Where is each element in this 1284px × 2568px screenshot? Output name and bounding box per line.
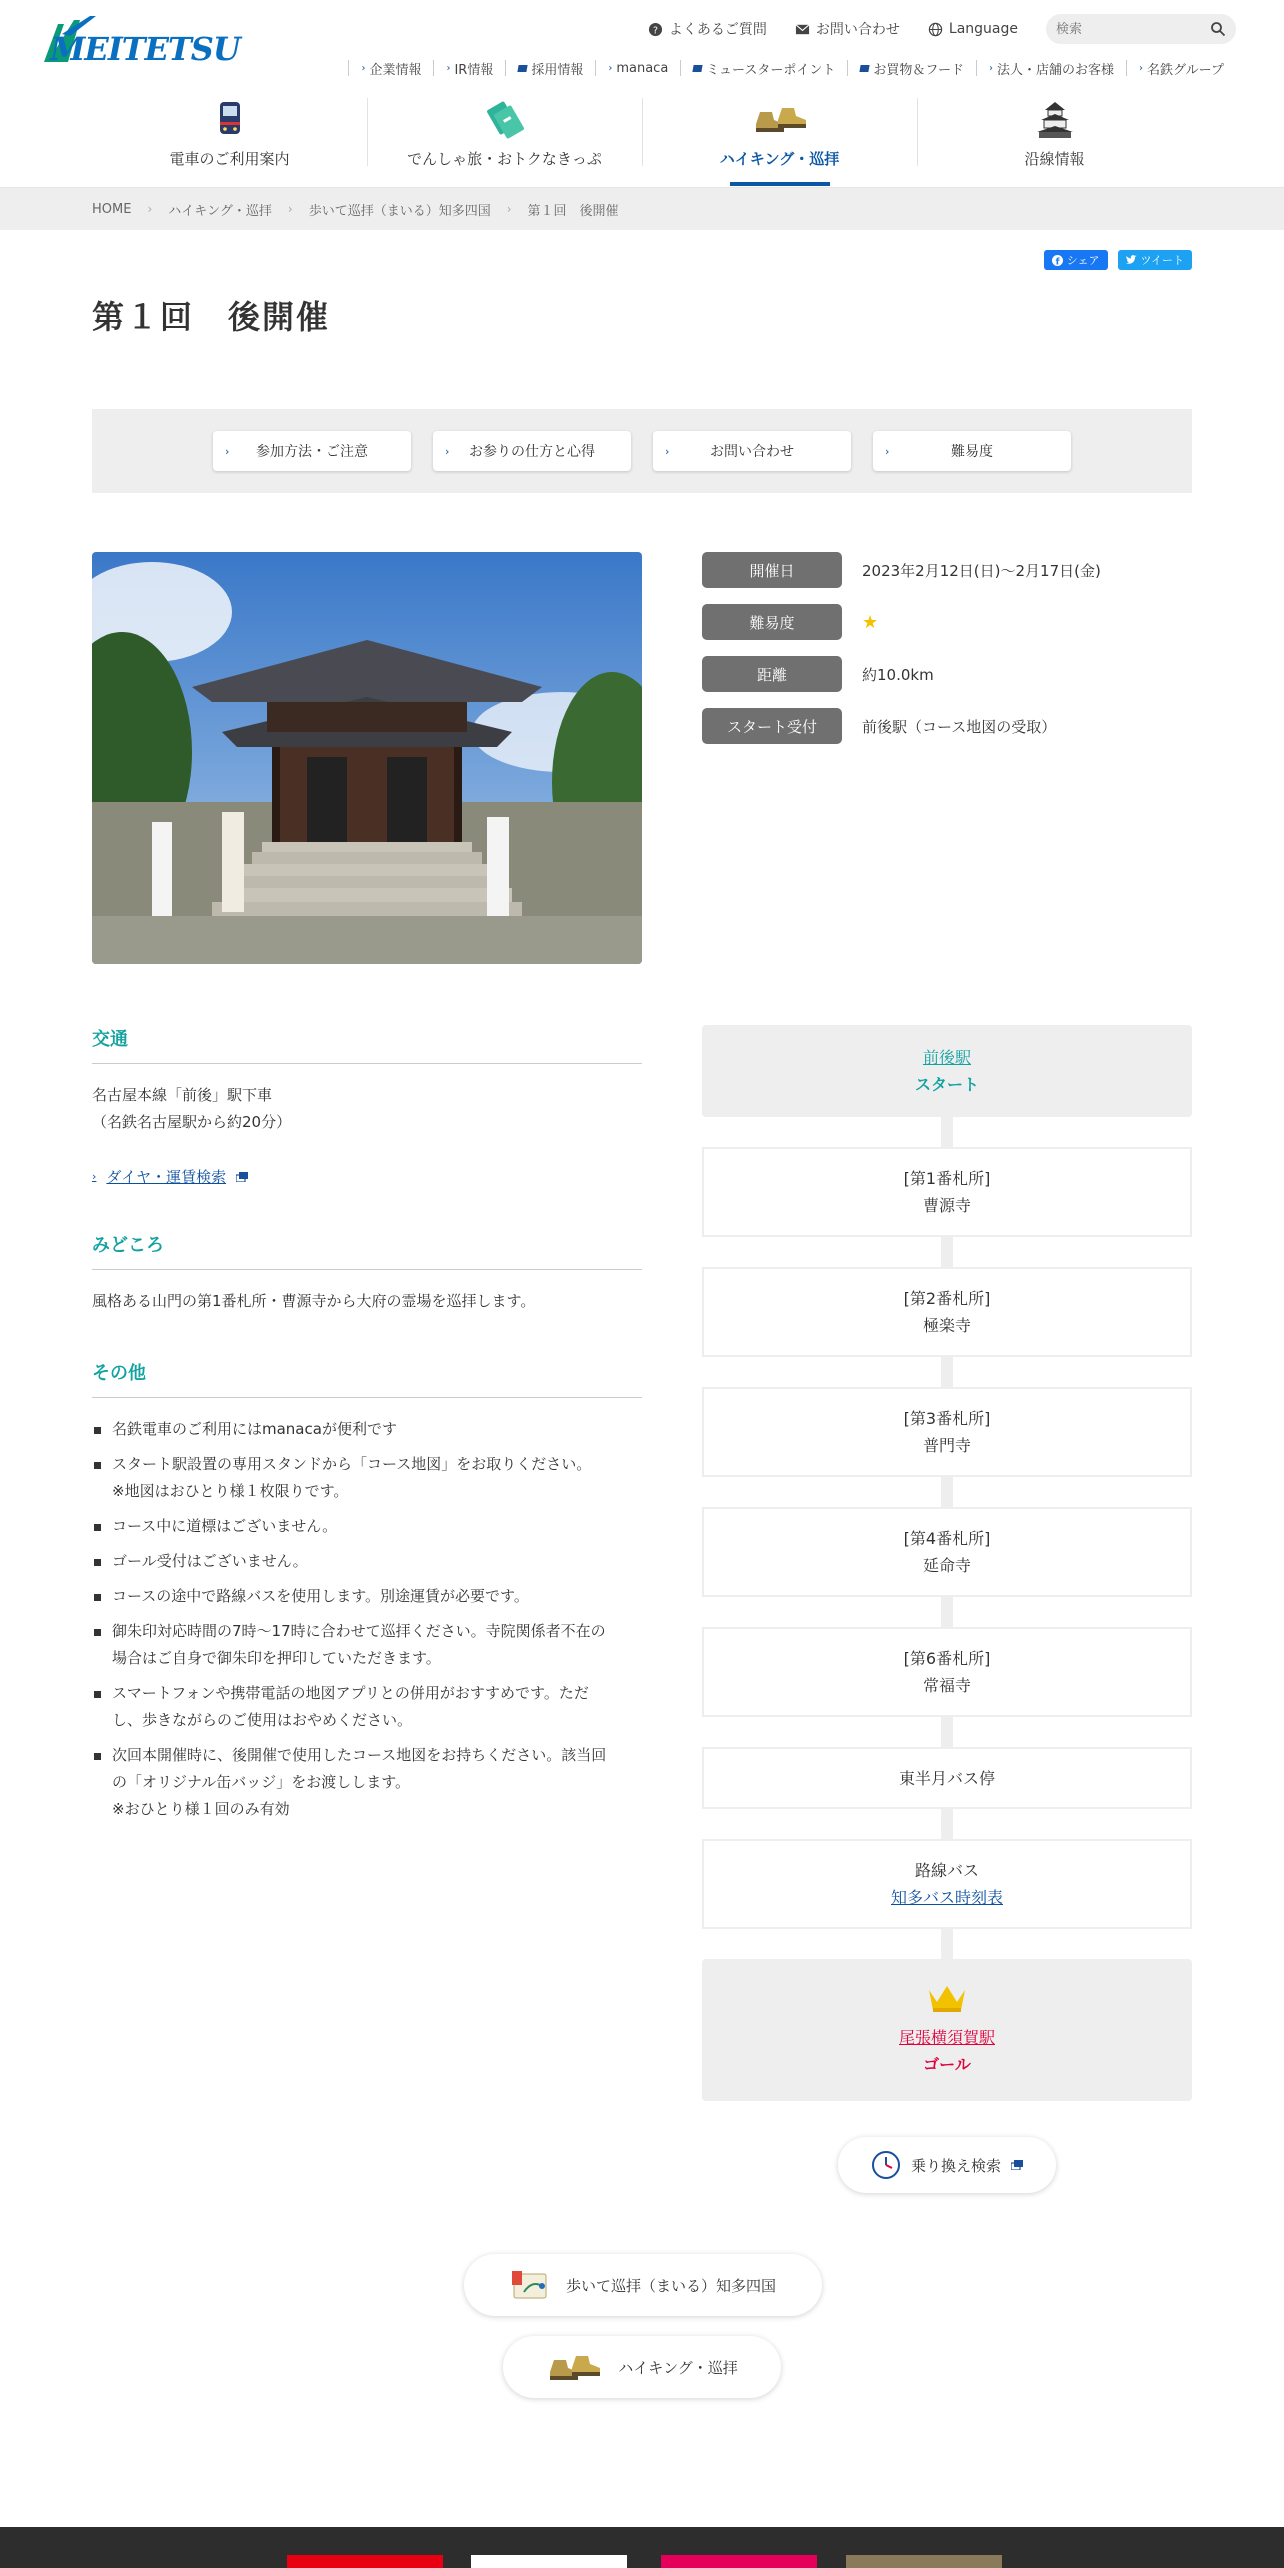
subnav-label: 企業情報 bbox=[369, 62, 422, 78]
info-row-difficulty bbox=[702, 604, 1101, 640]
subnav-recruit[interactable] bbox=[505, 60, 595, 76]
access-line: 名古屋本線「前後」駅下車 bbox=[92, 1086, 273, 1104]
route-connector bbox=[941, 1809, 953, 1839]
list-item-text: 名鉄電車のご利用にはmanacaが便利です bbox=[112, 1420, 397, 1438]
subnav-label: 法人・店舗のお客様 bbox=[997, 62, 1115, 78]
timetable-fare-search-link[interactable] bbox=[92, 1166, 642, 1187]
anchor-difficulty[interactable] bbox=[873, 431, 1071, 471]
subnav-ir[interactable] bbox=[433, 60, 505, 76]
hiking-pilgrimage-link-button[interactable] bbox=[503, 2336, 781, 2398]
subnav-label: 名鉄グループ bbox=[1147, 62, 1224, 78]
list-item-text: 御朱印対応時間の7時〜17時に合わせて巡拝ください。寺院関係者不在の bbox=[112, 1622, 606, 1640]
chevron-right-icon: › bbox=[989, 62, 994, 74]
stop-tag: [第6番札所] bbox=[903, 1649, 991, 1668]
maira-chita-link-button[interactable] bbox=[464, 2254, 822, 2316]
stop-name: 普門寺 bbox=[922, 1436, 971, 1455]
gnav-rail-trip-tickets[interactable] bbox=[367, 92, 642, 186]
other-section bbox=[92, 1359, 642, 1823]
faq-label: よくあるご質問 bbox=[668, 22, 767, 38]
highlights-heading: みどころ bbox=[92, 1231, 642, 1270]
breadcrumb-hiking[interactable]: ハイキング・巡拝 bbox=[168, 203, 272, 219]
list-item-text: スマートフォンや携帯電話の地図アプリとの併用がおすすめです。ただ bbox=[112, 1684, 589, 1702]
route-stop bbox=[702, 1507, 1192, 1597]
footer-banner[interactable] bbox=[287, 2555, 443, 2568]
gnav-train-guide[interactable] bbox=[92, 92, 367, 186]
train-icon bbox=[202, 98, 258, 140]
chevron-right-icon: › bbox=[608, 62, 613, 74]
subnav-corporate[interactable] bbox=[348, 60, 433, 76]
utility-nav bbox=[648, 14, 1236, 44]
breadcrumb-maira-chita[interactable]: 歩いて巡拝（まいる）知多四国 bbox=[308, 203, 491, 219]
anchor-contact[interactable] bbox=[653, 431, 851, 471]
stop-tag: [第4番札所] bbox=[903, 1529, 991, 1548]
footer-banner[interactable] bbox=[846, 2555, 1002, 2568]
facebook-icon bbox=[1052, 255, 1063, 266]
date-value: 2023年2月12日(日)〜2月17日(金) bbox=[862, 561, 1101, 580]
logo-text: MEITETSU bbox=[50, 30, 240, 68]
breadcrumb-current: 第１回 後開催 bbox=[527, 203, 619, 219]
access-section bbox=[92, 1025, 642, 1187]
highlights-section bbox=[92, 1231, 642, 1315]
external-link-icon bbox=[860, 65, 870, 72]
breadcrumb-home[interactable]: HOME bbox=[92, 201, 132, 217]
list-item bbox=[92, 1742, 642, 1823]
contact-link[interactable] bbox=[795, 19, 900, 39]
external-link-icon bbox=[693, 65, 703, 72]
footer-banner[interactable] bbox=[661, 2555, 817, 2568]
chevron-right-icon: › bbox=[225, 444, 230, 458]
chevron-right-icon: › bbox=[665, 444, 670, 458]
list-item-text: 次回本開催時に、後開催で使用したコース地図をお持ちください。該当回 bbox=[112, 1746, 607, 1764]
list-item-text: の「オリジナル缶バッジ」をお渡しします。 bbox=[112, 1773, 411, 1791]
distance-value: 約10.0km bbox=[862, 665, 934, 684]
details-column bbox=[92, 1025, 642, 1867]
route-bus-stop bbox=[702, 1747, 1192, 1809]
route-goal bbox=[702, 1959, 1192, 2101]
svg-text:f: f bbox=[1055, 257, 1060, 266]
subnav-label: お買物＆フード bbox=[873, 62, 965, 78]
transfer-search-button[interactable] bbox=[838, 2137, 1056, 2193]
list-item bbox=[92, 1618, 642, 1672]
route-connector bbox=[941, 1597, 953, 1627]
chevron-right-icon: › bbox=[147, 202, 153, 216]
subnav-mustar-point[interactable] bbox=[680, 60, 847, 76]
stop-name: 延命寺 bbox=[922, 1556, 971, 1575]
info-row-distance bbox=[702, 656, 1101, 692]
clock-icon bbox=[871, 2150, 901, 2180]
highlights-text: 風格ある山門の第1番札所・曹源寺から大府の霊場を巡拝します。 bbox=[92, 1292, 536, 1310]
route-connector bbox=[941, 1929, 953, 1959]
stop-tag: [第3番札所] bbox=[903, 1409, 991, 1428]
access-heading: 交通 bbox=[92, 1025, 642, 1064]
external-link-icon bbox=[518, 65, 528, 72]
route-stop bbox=[702, 1267, 1192, 1357]
date-label: 開催日 bbox=[702, 552, 842, 588]
mail-icon bbox=[795, 22, 810, 37]
chevron-right-icon: › bbox=[287, 202, 293, 216]
route-connector bbox=[941, 1477, 953, 1507]
hiking-pilgrimage-label: ハイキング・巡拝 bbox=[618, 2358, 738, 2377]
chita-bus-timetable-link[interactable]: 知多バス時刻表 bbox=[890, 1888, 1003, 1907]
list-item bbox=[92, 1680, 642, 1734]
meitetsu-logo[interactable] bbox=[40, 14, 240, 68]
crown-icon bbox=[927, 1982, 967, 2014]
goal-label: ゴール bbox=[923, 2055, 971, 2074]
gnav-label: ハイキング・巡拝 bbox=[719, 150, 840, 168]
twitter-tweet-button[interactable] bbox=[1118, 250, 1192, 270]
anchor-label: お参りの仕方と心得 bbox=[469, 444, 595, 460]
anchor-label: 参加方法・ご注意 bbox=[256, 444, 368, 460]
route-stop bbox=[702, 1387, 1192, 1477]
route-connector bbox=[941, 1237, 953, 1267]
share-buttons bbox=[1044, 250, 1192, 270]
twitter-tweet-label: ツイート bbox=[1140, 254, 1184, 267]
language-link[interactable] bbox=[928, 21, 1018, 37]
chevron-right-icon: › bbox=[1139, 62, 1144, 74]
subnav-label: ミュースターポイント bbox=[706, 62, 836, 78]
subnav-business[interactable] bbox=[976, 60, 1126, 76]
bus-stop-name: 東半月バス停 bbox=[898, 1768, 995, 1788]
route-start bbox=[702, 1025, 1192, 1117]
search-input[interactable] bbox=[1046, 14, 1236, 44]
anchor-worship-manners[interactable] bbox=[433, 431, 631, 471]
anchor-links bbox=[92, 409, 1192, 493]
maira-chita-label: 歩いて巡拝（まいる）知多四国 bbox=[565, 2276, 776, 2295]
search-box bbox=[1046, 14, 1236, 44]
gnav-label: 電車のご利用案内 bbox=[169, 150, 290, 168]
chevron-right-icon: › bbox=[92, 1170, 97, 1183]
twitter-icon bbox=[1126, 255, 1137, 265]
gnav-label: でんしゃ旅・おトクなきっぷ bbox=[407, 150, 602, 168]
list-item bbox=[92, 1583, 642, 1610]
bus-label: 路線バス bbox=[914, 1861, 979, 1880]
start-value: 前後駅（コース地図の受取） bbox=[862, 717, 1057, 736]
page-title: 第１回 後開催 bbox=[92, 298, 331, 336]
stop-name: 常福寺 bbox=[922, 1676, 971, 1695]
transfer-search-label: 乗り換え検索 bbox=[910, 2156, 1001, 2175]
list-item-text: コースの途中で路線バスを使用します。別途運賃が必要です。 bbox=[112, 1587, 529, 1605]
breadcrumb bbox=[0, 188, 1284, 230]
hiking-boots-icon bbox=[546, 2350, 606, 2384]
timetable-link-label: ダイヤ・運賃検索 bbox=[106, 1168, 227, 1186]
event-info bbox=[702, 552, 1101, 760]
stop-tag: [第1番札所] bbox=[903, 1169, 991, 1188]
external-link-icon bbox=[1011, 2160, 1023, 2170]
route-bus bbox=[702, 1839, 1192, 1929]
gnav-along-line-info[interactable] bbox=[917, 92, 1192, 186]
info-row-date bbox=[702, 552, 1101, 588]
star-icon: ★ bbox=[862, 611, 879, 633]
route-stop bbox=[702, 1147, 1192, 1237]
chevron-right-icon: › bbox=[446, 62, 451, 74]
ticket-icon bbox=[477, 98, 533, 140]
list-item bbox=[92, 1513, 642, 1540]
chevron-right-icon: › bbox=[445, 444, 450, 458]
anchor-label: お問い合わせ bbox=[710, 444, 794, 460]
language-label: Language bbox=[948, 21, 1018, 37]
subnav-label: 採用情報 bbox=[531, 62, 584, 78]
search-icon[interactable] bbox=[1210, 21, 1226, 37]
list-item-text: 場合はご自身で御朱印を押印していただきます。 bbox=[112, 1649, 441, 1667]
list-item-text: ※おひとり様１回のみ有効 bbox=[112, 1800, 290, 1818]
subnav-group[interactable] bbox=[1126, 60, 1236, 76]
temple-gate-image bbox=[92, 552, 642, 964]
chevron-right-icon: › bbox=[885, 444, 890, 458]
start-station-link[interactable]: 前後駅 bbox=[922, 1048, 971, 1067]
goal-station-link[interactable]: 尾張横須賀駅 bbox=[898, 2028, 995, 2047]
other-list bbox=[92, 1416, 642, 1823]
difficulty-label: 難易度 bbox=[702, 604, 842, 640]
route-connector bbox=[941, 1117, 953, 1147]
subnav-shopping-food[interactable] bbox=[847, 60, 976, 76]
subnav-manaca[interactable] bbox=[595, 60, 680, 76]
list-item-text: ゴール受付はございません。 bbox=[112, 1552, 308, 1570]
site-header bbox=[0, 0, 1284, 188]
footer-banner[interactable] bbox=[471, 2555, 627, 2568]
other-heading: その他 bbox=[92, 1359, 642, 1398]
global-nav bbox=[92, 92, 1192, 186]
list-item bbox=[92, 1416, 642, 1443]
sub-nav bbox=[348, 60, 1236, 76]
svg-text:?: ? bbox=[652, 24, 658, 36]
route-connector bbox=[941, 1357, 953, 1387]
stop-tag: [第2番札所] bbox=[903, 1289, 991, 1308]
question-icon bbox=[648, 22, 663, 37]
anchor-participation[interactable] bbox=[213, 431, 411, 471]
facebook-share-label: シェア bbox=[1066, 254, 1100, 267]
pilgrimage-map-icon bbox=[510, 2268, 554, 2302]
contact-label: お問い合わせ bbox=[815, 22, 900, 38]
course-route bbox=[702, 1025, 1192, 2101]
facebook-share-button[interactable] bbox=[1044, 250, 1108, 270]
subnav-label: manaca bbox=[616, 60, 669, 76]
route-connector bbox=[941, 1717, 953, 1747]
site-footer bbox=[0, 2527, 1284, 2568]
start-label: スタート bbox=[914, 1075, 979, 1094]
route-stop bbox=[702, 1627, 1192, 1717]
stop-name: 曹源寺 bbox=[922, 1196, 971, 1215]
info-row-start bbox=[702, 708, 1101, 744]
start-label: スタート受付 bbox=[702, 708, 842, 744]
list-item-text: ※地図はおひとり様１枚限りです。 bbox=[112, 1482, 349, 1500]
temple-gate-photo bbox=[92, 552, 642, 964]
castle-icon bbox=[1027, 98, 1083, 140]
chevron-right-icon: › bbox=[506, 202, 512, 216]
list-item-text: し、歩きながらのご使用はおやめください。 bbox=[112, 1711, 413, 1729]
external-link-icon bbox=[236, 1172, 248, 1182]
distance-label: 距離 bbox=[702, 656, 842, 692]
list-item-text: スタート駅設置の専用スタンドから「コース地図」をお取りください。 bbox=[112, 1455, 592, 1473]
anchor-label: 難易度 bbox=[951, 444, 993, 460]
hiking-boots-icon bbox=[752, 98, 808, 140]
subnav-label: IR情報 bbox=[454, 62, 494, 78]
access-line: （名鉄名古屋駅から約20分） bbox=[92, 1113, 292, 1131]
list-item-text: コース中に道標はございません。 bbox=[112, 1517, 338, 1535]
list-item bbox=[92, 1451, 642, 1505]
gnav-hiking-pilgrimage[interactable] bbox=[642, 92, 917, 186]
faq-link[interactable] bbox=[648, 19, 767, 39]
stop-name: 極楽寺 bbox=[922, 1316, 971, 1335]
gnav-label: 沿線情報 bbox=[1024, 150, 1085, 168]
chevron-right-icon: › bbox=[361, 62, 366, 74]
globe-icon bbox=[928, 22, 943, 37]
list-item bbox=[92, 1548, 642, 1575]
